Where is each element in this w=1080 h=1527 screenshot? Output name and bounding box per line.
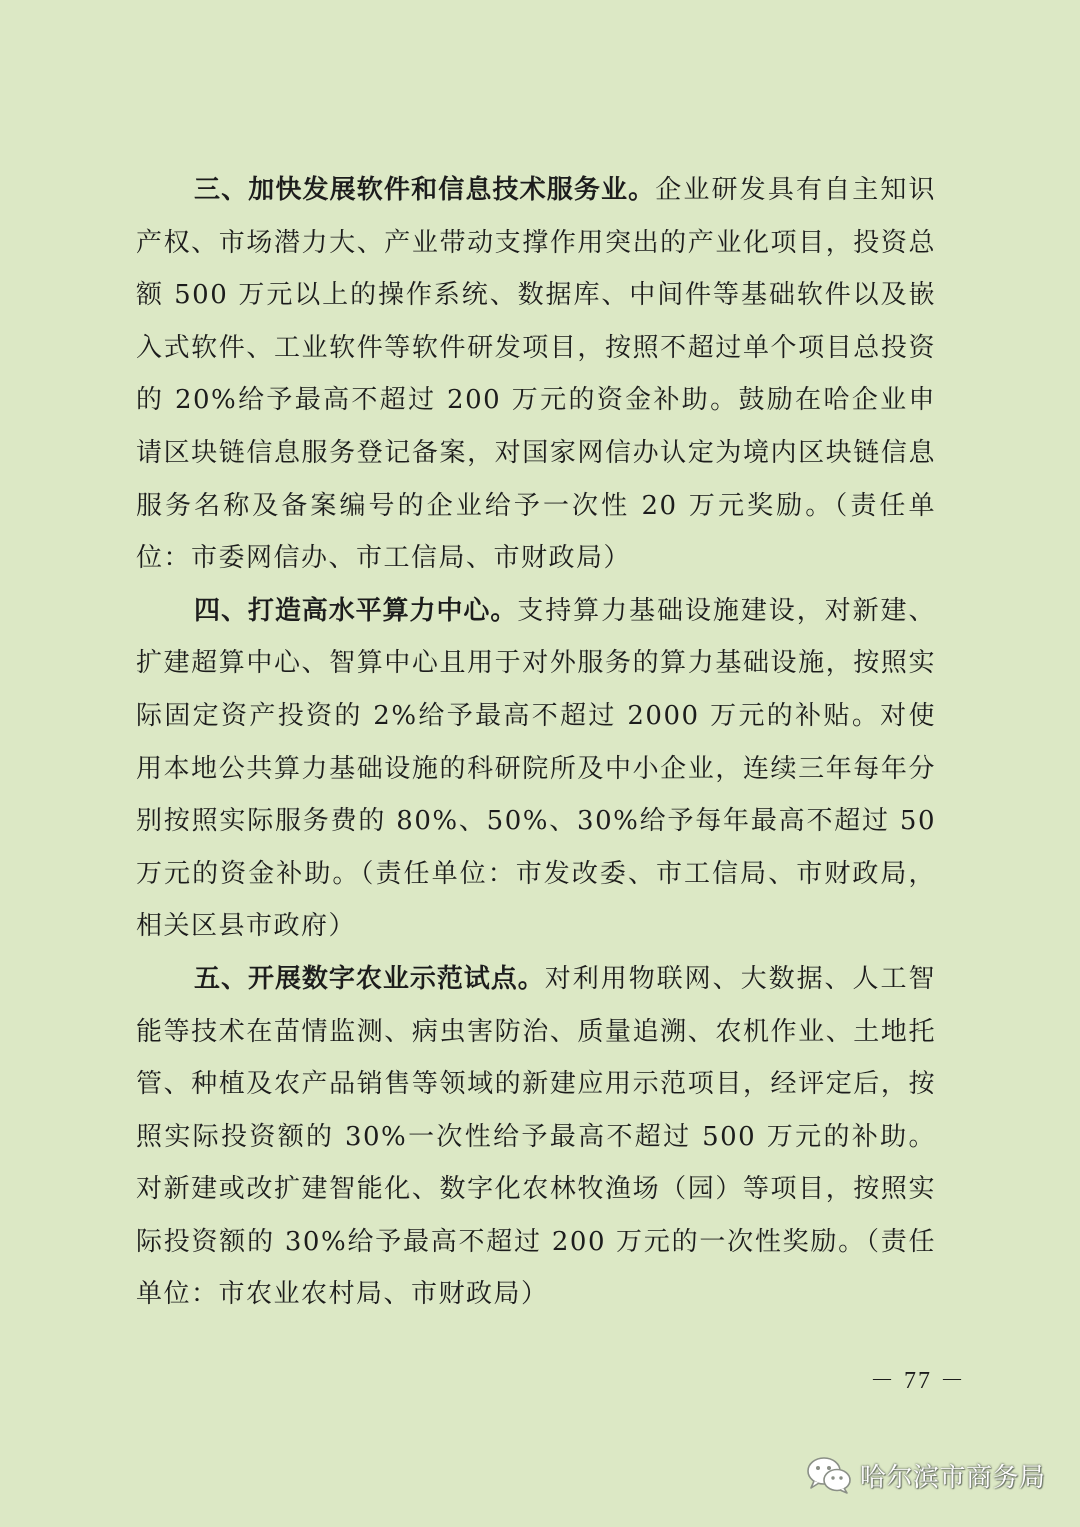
document-body: [136, 164, 936, 1321]
section-four: [136, 585, 936, 953]
section-three-heading: 三、加快发展软件和信息技术服务业。: [194, 175, 656, 205]
section-three-body: 企业研发具有自主知识产权、市场潜力大、产业带动支撑作用突出的产业化项目，投资总额 500 万元以上的操作系统、数据库、中间件等基础软件以及嵌入式软件、工业软件等软件研发项目，按照不超过单个项目总投资的 20%给予最高不超过 200 万元的资金补助。鼓励在哈企业申请区块链信息服务登记备案，对国家网信办认定为境内区块链信息服务名称及备案编号的企业给予一次性 20 万元奖励。（责任单位：市委网信办、市工信局、市财政局）: [136, 175, 936, 574]
wechat-watermark: [806, 1455, 1046, 1495]
section-four-heading: 四、打造高水平算力中心。: [194, 595, 518, 626]
wechat-icon: [806, 1455, 852, 1495]
section-five: [136, 953, 936, 1321]
watermark-text: 哈尔滨市商务局: [860, 1462, 1046, 1493]
section-five-heading: 五、开展数字农业示范试点。: [194, 963, 545, 994]
page-number: － 77 －: [870, 1368, 966, 1394]
section-three: [136, 164, 936, 585]
section-four-body: 支持算力基础设施建设，对新建、扩建超算中心、智算中心且用于对外服务的算力基础设施，按照实际固定资产投资的 2%给予最高不超过 2000 万元的补贴。对使用本地公共算力基础设施的科研院所及中小企业，连续三年每年分别按照实际服务费的 80%、50%、30%给予每年最高不超过 50 万元的资金补助。（责任单位：市发改委、市工信局、市财政局，相关区县市政府）: [136, 595, 936, 942]
section-five-body: 对利用物联网、大数据、人工智能等技术在苗情监测、病虫害防治、质量追溯、农机作业、土地托管、种植及农产品销售等领域的新建应用示范项目，经评定后，按照实际投资额的 30%一次性给予最高不超过 500 万元的补助。对新建或改扩建智能化、数字化农林牧渔场（园）等项目，按照实际投资额的 30%给予最高不超过 200 万元的一次性奖励。（责任单位：市农业农村局、市财政局）: [136, 963, 936, 1310]
